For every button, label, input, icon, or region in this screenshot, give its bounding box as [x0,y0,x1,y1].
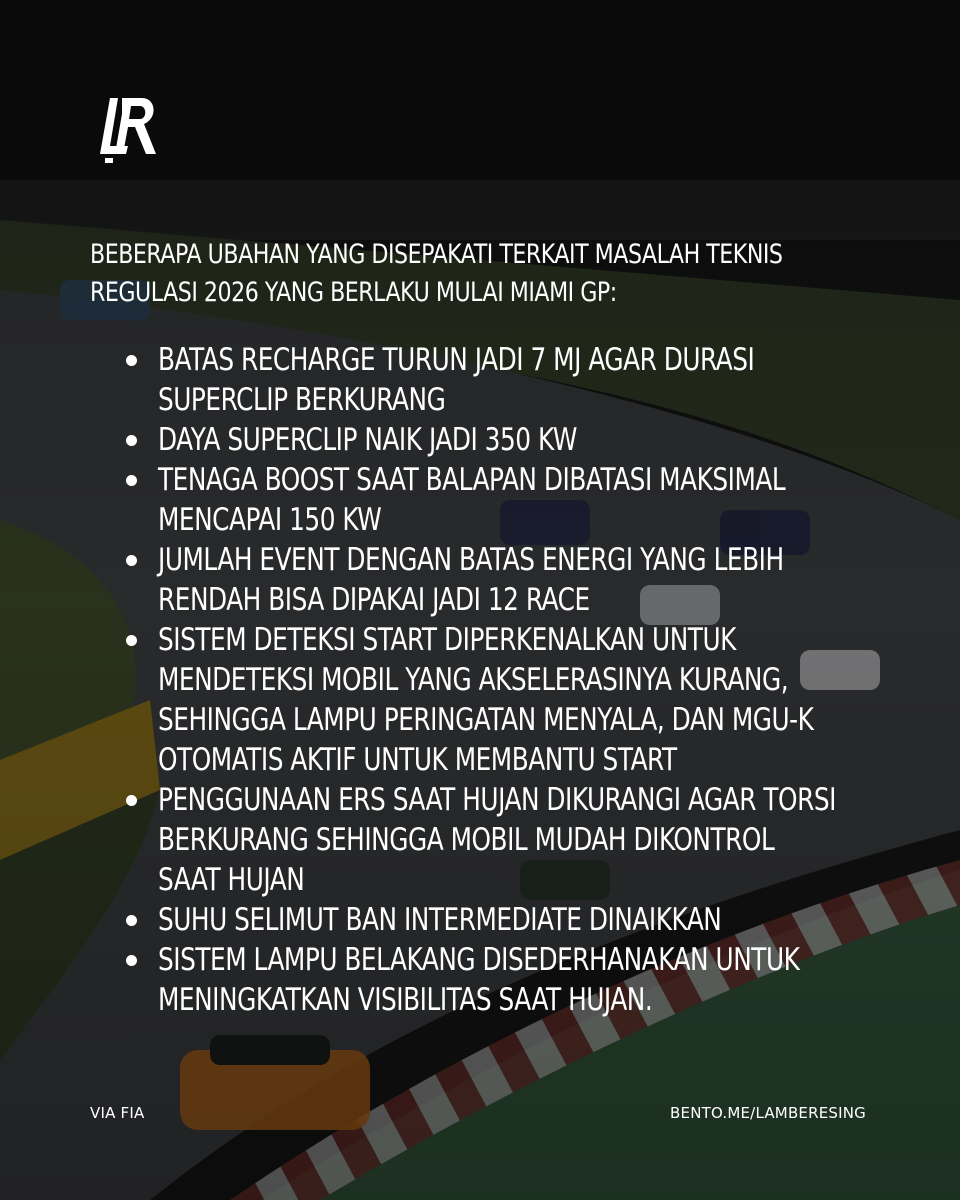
bento-link[interactable]: BENTO.ME/LAMBERESING [670,1104,866,1122]
list-item: PENGGUNAAN ERS SAAT HUJAN DIKURANGI AGAR TORSI BERKURANG SEHINGGA MOBIL MUDAH DIKONTROL SAAT HUJAN [90,780,920,900]
main-content [90,236,920,1020]
change-list [90,340,920,1020]
bullet-icon [126,955,137,966]
list-item: SISTEM DETEKSI START DIPERKENALKAN UNTUK MENDETEKSI MOBIL YANG AKSELERASINYA KURANG, SEHINGGA LAMPU PERINGATAN MENYALA, DAN MGU-K OTOMATIS AKTIF UNTUK MEMBANTU START [90,620,920,780]
bullet-icon [126,435,137,446]
list-item: JUMLAH EVENT DENGAN BATAS ENERGI YANG LEBIH RENDAH BISA DIPAKAI JADI 12 RACE [90,540,920,620]
brand-logo [98,94,160,166]
list-item: SUHU SELIMUT BAN INTERMEDIATE DINAIKKAN [90,900,920,940]
bullet-icon [126,555,137,566]
list-item: TENAGA BOOST SAAT BALAPAN DIBATASI MAKSIMAL MENCAPAI 150 KW [90,460,920,540]
bullet-icon [126,795,137,806]
bullet-icon [126,915,137,926]
list-item: BATAS RECHARGE TURUN JADI 7 MJ AGAR DURASI SUPERCLIP BERKURANG [90,340,920,420]
bullet-icon [126,355,137,366]
bullet-icon [126,475,137,486]
list-item: DAYA SUPERCLIP NAIK JADI 350 KW [90,420,920,460]
source-credit: VIA FIA [90,1104,145,1122]
intro-heading: BEBERAPA UBAHAN YANG DISEPAKATI TERKAIT MASALAH TEKNIS REGULASI 2026 YANG BERLAKU MULAI MIAMI GP: [90,239,783,308]
bullet-icon [126,635,137,646]
list-item: SISTEM LAMPU BELAKANG DISEDERHANAKAN UNTUK MENINGKATKAN VISIBILITAS SAAT HUJAN. [90,940,920,1020]
